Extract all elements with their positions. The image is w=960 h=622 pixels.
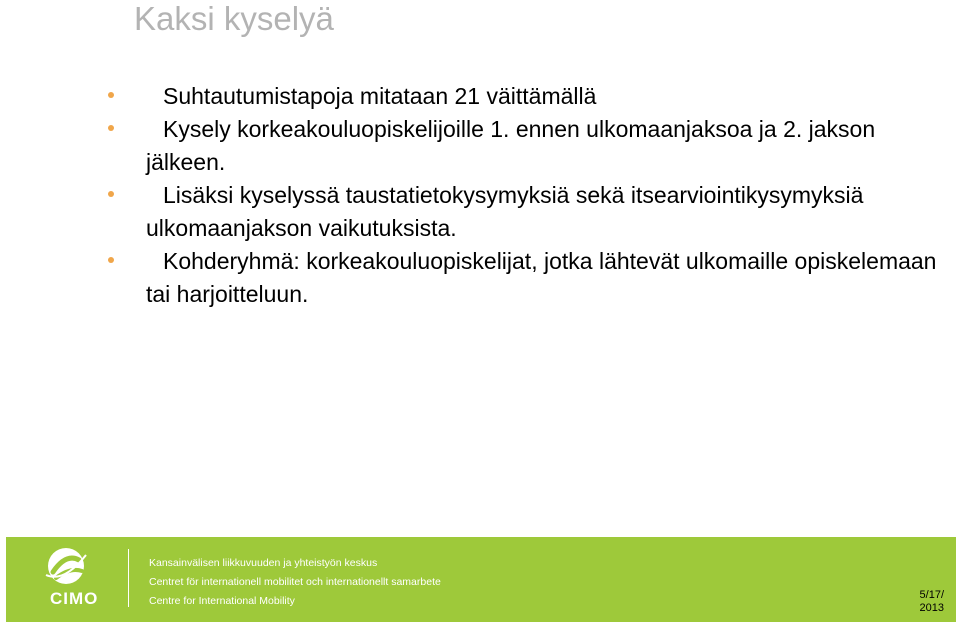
org-name-finnish: Kansainvälisen liikkuvuuden ja yhteistyön keskus bbox=[149, 557, 378, 569]
bullet-item bbox=[108, 245, 938, 311]
slide-date bbox=[920, 589, 944, 615]
org-name-english: Centre for International Mobility bbox=[149, 595, 295, 607]
bullet-item bbox=[108, 179, 938, 245]
bullet-text: Kysely korkeakouluopiskelijoille 1. ennen ulkomaanjaksoa ja 2. jakson jälkeen. bbox=[146, 116, 876, 175]
bullet-item bbox=[108, 113, 938, 179]
bullet-list bbox=[108, 80, 938, 311]
bullet-item bbox=[108, 80, 938, 113]
cimo-logo bbox=[6, 537, 116, 622]
bullet-text: Kohderyhmä: korkeakouluopiskelijat, jotka lähtevät ulkomaille opiskelemaan tai harjoitteluun. bbox=[146, 248, 937, 307]
bullet-dot-icon bbox=[108, 92, 114, 98]
org-name-swedish: Centret för internationell mobilitet och internationellt samarbete bbox=[149, 576, 441, 588]
logo-text: CIMO bbox=[50, 589, 99, 608]
footer-divider bbox=[128, 549, 129, 607]
bullet-text: Suhtautumistapoja mitataan 21 väittämällä bbox=[163, 83, 597, 109]
bullet-dot-icon bbox=[108, 191, 114, 197]
slide-title: Kaksi kyselyä bbox=[134, 0, 334, 37]
footer-bar bbox=[6, 537, 956, 622]
date-line-2: 2013 bbox=[919, 602, 944, 614]
bullet-text: Lisäksi kyselyssä taustatietokysymyksiä sekä itsearviointikysymyksiä ulkomaanjakson vaikutuksista. bbox=[146, 182, 864, 241]
bullet-dot-icon bbox=[108, 257, 114, 263]
organization-names bbox=[149, 554, 441, 611]
bullet-dot-icon bbox=[108, 125, 114, 131]
cimo-logo-icon bbox=[44, 545, 88, 587]
date-line-1: 5/17/ bbox=[919, 589, 944, 601]
